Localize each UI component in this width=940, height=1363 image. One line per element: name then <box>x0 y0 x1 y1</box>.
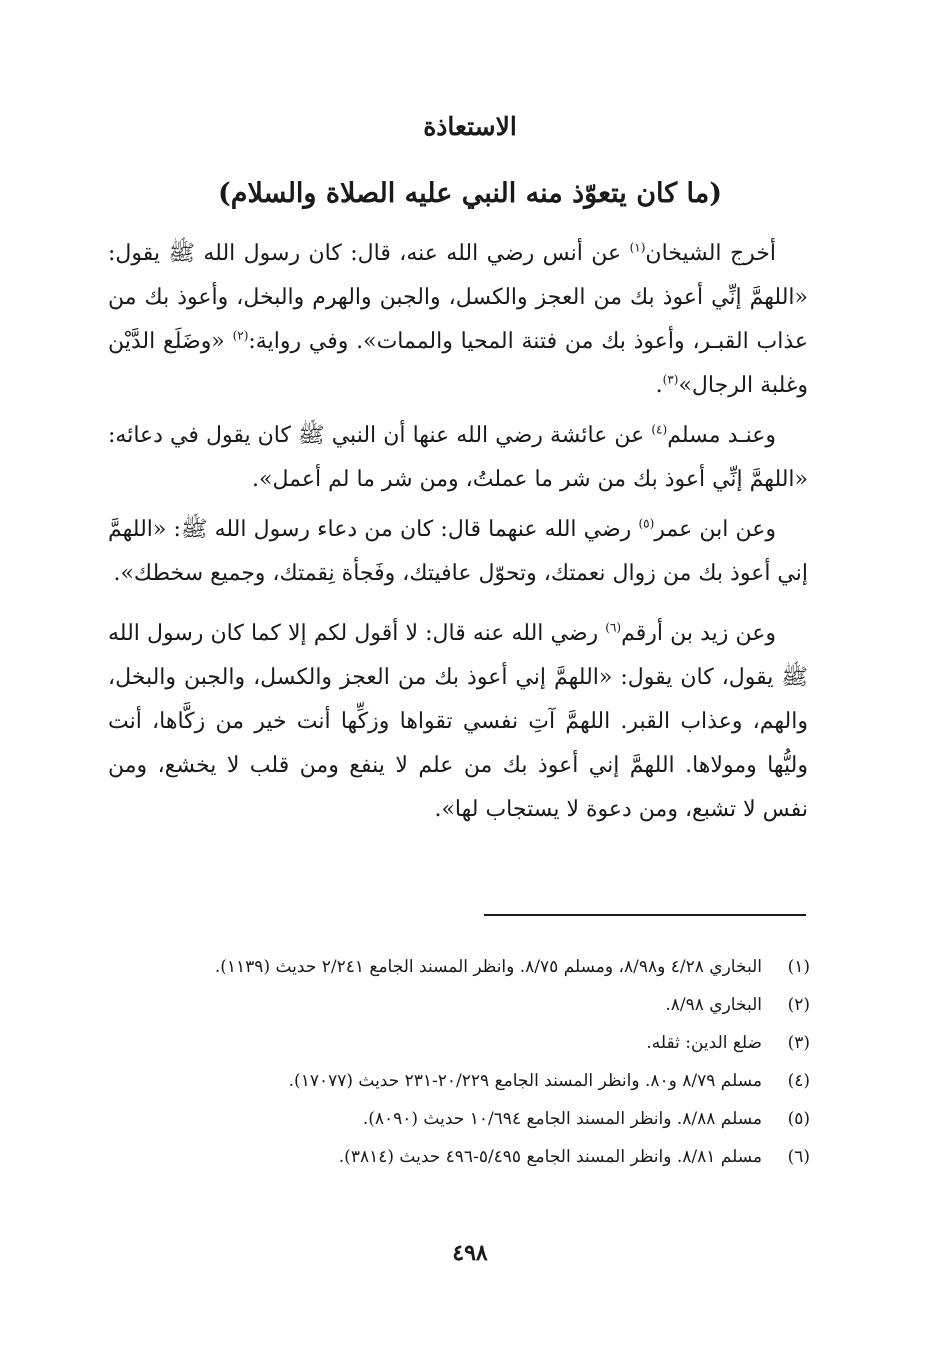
footnote-item <box>120 990 810 1020</box>
footnote-number: (١) <box>787 957 810 977</box>
footnote-text: مسلم ٨/٨١. وانظر المسند الجامع ٥/٤٩٥-٤٩٦ حديث (٣٨١٤). <box>338 1147 762 1167</box>
paragraph-text: وعن ابن عمر <box>654 517 777 542</box>
footnote-number: (٢) <box>787 995 810 1015</box>
footnote-number: (٣) <box>787 1033 810 1053</box>
footnote-text: ضلع الدين: ثقله. <box>646 1033 762 1053</box>
paragraph-1 <box>108 232 808 408</box>
footnote-text: مسلم ٨/٨٨. وانظر المسند الجامع ١٠/٦٩٤ حديث (٨٠٩٠). <box>362 1109 762 1129</box>
paragraph-text: رضي الله عنهما قال: كان من دعاء رسول الله ﷺ: «اللهمَّ إني أعوذ بك من زوال نعمتك، وتحوّل عافيتك، وفَجأة نِقمتك، وجميع سخطك». <box>108 517 808 586</box>
paragraph-2 <box>108 414 808 502</box>
footnote-item <box>120 952 810 982</box>
footnote-divider <box>484 914 806 916</box>
footnote-text: البخاري ٤/٢٨ و٨/٩٨، ومسلم ٨/٧٥. وانظر المسند الجامع ٢/٢٤١ حديث (١١٣٩). <box>214 957 762 977</box>
page-title: الاستعاذة <box>423 112 517 141</box>
paragraph-text: وعنـد مسلم <box>667 423 776 448</box>
footnotes-list <box>120 952 810 1180</box>
paragraph-text: أخرج الشيخان <box>645 241 776 266</box>
paragraph-4 <box>108 612 808 832</box>
body-text <box>108 232 808 838</box>
section-subtitle: (ما كان يتعوّذ منه النبي عليه الصلاة والسلام) <box>218 178 722 209</box>
paragraph-3 <box>108 508 808 596</box>
footnote-ref-5[interactable]: (٥) <box>638 516 655 531</box>
footnote-item <box>120 1104 810 1134</box>
footnote-item <box>120 1028 810 1058</box>
footnote-number: (٥) <box>787 1109 810 1129</box>
paragraph-text: «وضَلَع الدَّيْن وغلبة الرجال» <box>108 329 808 398</box>
paragraph-text: عن أنس رضي الله عنه، قال: كان رسول الله ﷺ يقول: «اللهمَّ إنِّي أعوذ بك من العجز والكسل، والجبن والهرم والبخل، وأعوذ بك من عذاب القبـر، وأعوذ بك من فتنة المحيا والممات». وفي رواية: <box>108 241 808 354</box>
footnote-ref-6[interactable]: (٦) <box>605 620 622 635</box>
footnote-number: (٦) <box>787 1147 810 1167</box>
footnote-number: (٤) <box>787 1071 810 1091</box>
page-number: ٤٩٨ <box>452 1240 488 1266</box>
paragraph-text: وعن زيد بن أرقم <box>621 621 776 646</box>
footnote-ref-2[interactable]: (٢) <box>232 328 249 343</box>
paragraph-text: عن عائشة رضي الله عنها أن النبي ﷺ كان يقول في دعائه: «اللهمَّ إنِّي أعوذ بك من شر ما عملتُ، ومن شر ما لم أعمل». <box>108 423 808 492</box>
footnote-item <box>120 1066 810 1096</box>
footnote-text: مسلم ٨/٧٩ و٨٠. وانظر المسند الجامع ٢٠/٢٢٩-٢٣١ حديث (١٧٠٧٧). <box>288 1071 762 1091</box>
footnote-text: البخاري ٨/٩٨. <box>665 995 762 1015</box>
footnote-ref-3[interactable]: (٣) <box>662 372 679 387</box>
footnote-ref-4[interactable]: (٤) <box>651 422 668 437</box>
paragraph-text: . <box>655 373 663 398</box>
paragraph-text: رضي الله عنه قال: لا أقول لكم إلا كما كان رسول الله ﷺ يقول، كان يقول: «اللهمَّ إني أعوذ بك من العجز والكسل، والجبن والبخل، والهم، وعذاب القبر. اللهمَّ آتِ نفسي تقواها وزكِّها أنت خير من زكَّاها، أنت وليُّها ومولاها. اللهمَّ إني أعوذ بك من علم لا ينفع ومن قلب لا يخشع، ومن نفس لا تشبع، ومن دعوة لا يستجاب لها». <box>108 621 808 822</box>
footnote-ref-1[interactable]: (١) <box>629 240 646 255</box>
footnote-item <box>120 1142 810 1172</box>
